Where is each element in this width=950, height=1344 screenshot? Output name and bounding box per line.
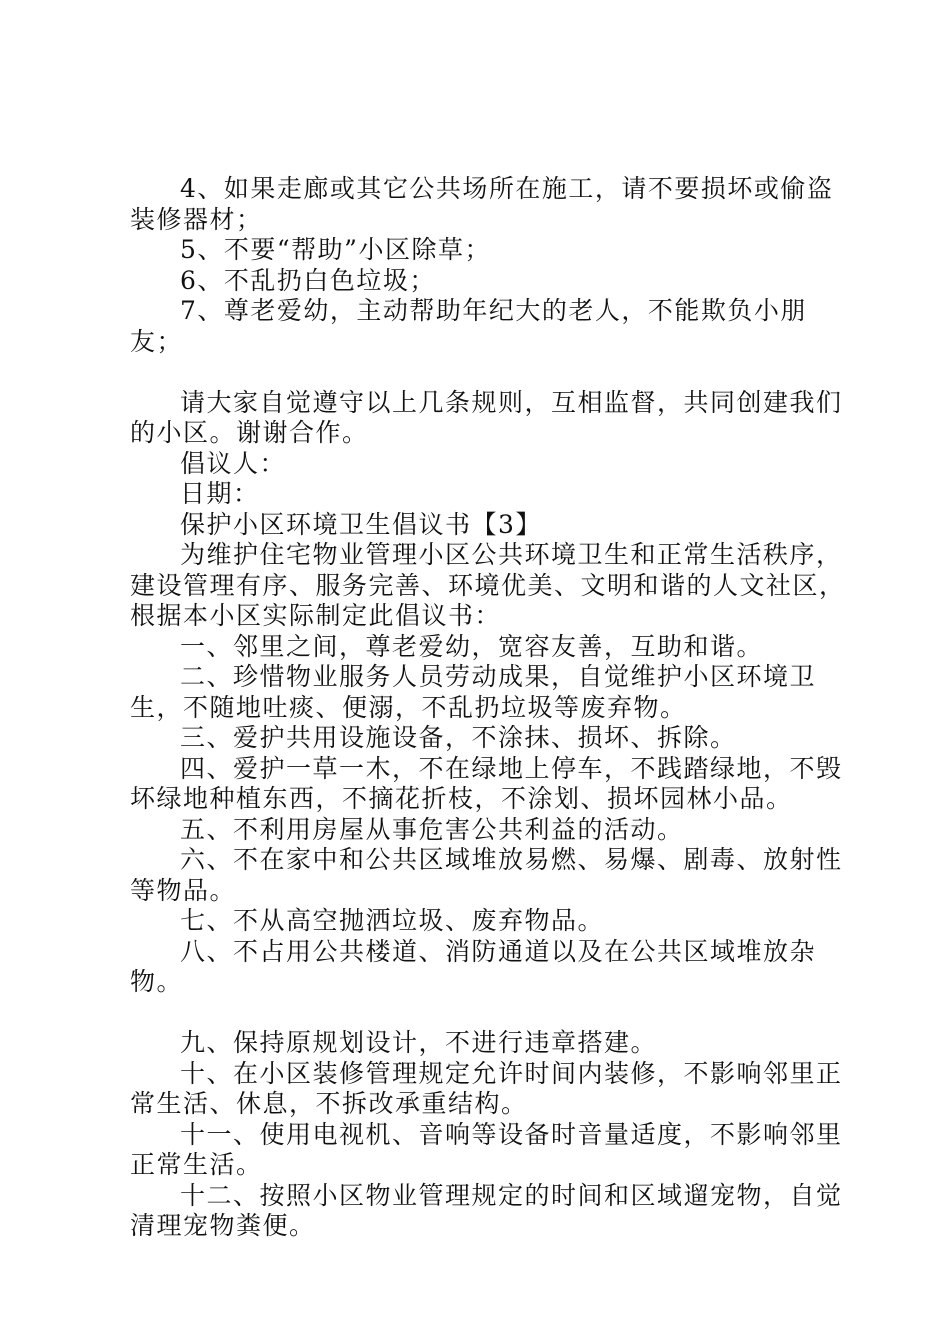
rule-item-9: 九、保持原规划设计，不进行违章搭建。 <box>180 1028 658 1057</box>
rule-item-1: 一、邻里之间，尊老爱幼，宽容友善，互助和谐。 <box>180 631 764 661</box>
rule-item-7: 七、不从高空抛洒垃圾、废弃物品。 <box>180 906 605 935</box>
paragraph-item-4: 4、如果走廊或其它公共场所在施工，请不要损坏或偷盗装修器材； <box>130 174 834 234</box>
rule-item-8: 八、不占用公共楼道、消防通道以及在公共区域堆放杂物。 <box>130 936 817 996</box>
section-title: 保护小区环境卫生倡议书【3】 <box>180 509 542 539</box>
date-label: 日期： <box>180 479 260 508</box>
intro-paragraph: 为维护住宅物业管理小区公共环境卫生和正常生活秩序，建设管理有序、服务完善、环境优美、文明和谐的人文社区，根据本小区实际制定此倡议书： <box>130 540 846 630</box>
rule-item-5: 五、不利用房屋从事危害公共利益的活动。 <box>180 814 684 844</box>
initiator-label: 倡议人： <box>180 448 287 478</box>
rule-item-4: 四、爱护一草一木，不在绿地上停车，不践踏绿地，不毁坏绿地种植东西，不摘花折枝，不涂划、损坏园林小品。 <box>130 753 843 813</box>
rule-item-10: 十、在小区装修管理规定允许时间内装修，不影响邻里正常生活、休息，不拆改承重结构。 <box>130 1058 843 1118</box>
document-body <box>130 174 850 1242</box>
rule-item-11: 十一、使用电视机、音响等设备时音量适度，不影响邻里正常生活。 <box>130 1119 843 1179</box>
rule-item-3: 三、爱护共用设施设备，不涂抹、损坏、拆除。 <box>180 723 737 752</box>
paragraph-item-7: 7、尊老爱幼，主动帮助年纪大的老人，不能欺负小朋友； <box>130 296 807 356</box>
blank-line <box>130 998 850 1029</box>
rule-item-12: 十二、按照小区物业管理规定的时间和区域遛宠物，自觉清理宠物粪便。 <box>130 1180 843 1240</box>
closing-paragraph: 请大家自觉遵守以上几条规则，互相监督，共同创建我们的小区。谢谢合作。 <box>130 387 843 447</box>
rule-item-6: 六、不在家中和公共区域堆放易燃、易爆、剧毒、放射性等物品。 <box>130 845 843 905</box>
paragraph-item-6: 6、不乱扔白色垃圾； <box>180 265 436 295</box>
rule-item-2: 二、珍惜物业服务人员劳动成果，自觉维护小区环境卫生，不随地吐痰、便溺，不乱扔垃圾等废弃物。 <box>130 662 817 722</box>
paragraph-item-5: 5、不要“帮助”小区除草； <box>180 235 491 264</box>
blank-line <box>130 357 850 388</box>
